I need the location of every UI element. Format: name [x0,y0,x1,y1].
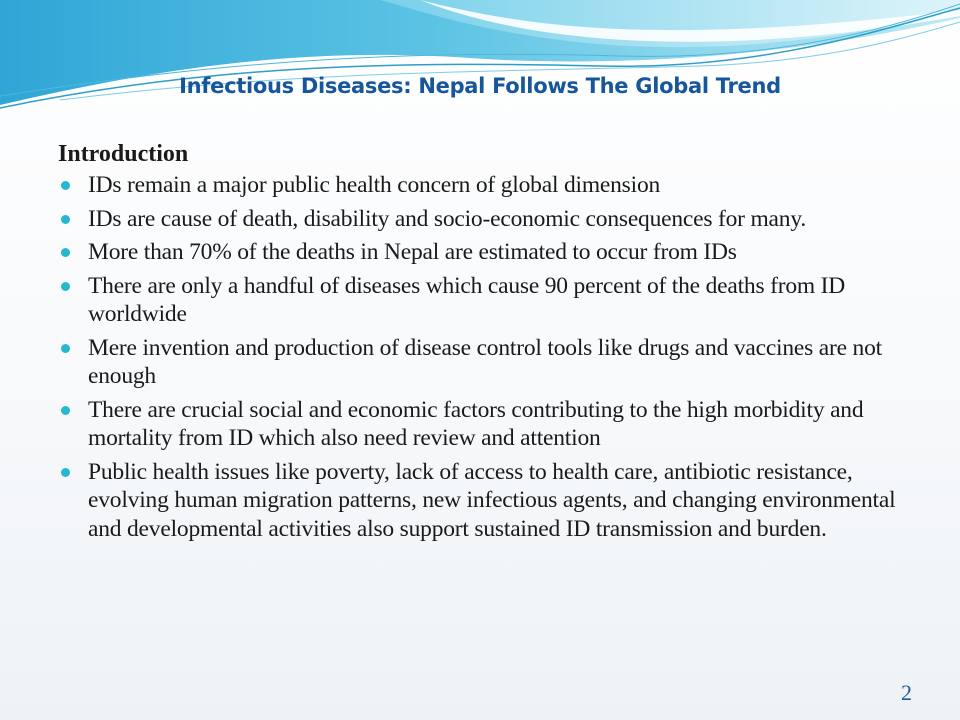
bullet-item [58,272,918,329]
bullet-dot-icon [61,181,70,190]
bullet-text: IDs remain a major public health concern of global dimension [88,172,661,198]
bullet-item [58,171,918,200]
page-number: 2 [901,680,912,705]
bullet-dot-icon [61,215,70,224]
slide-content [58,139,918,548]
bullet-text: Public health issues like poverty, lack of access to health care, antibiotic resistance, evolving human migration patterns, new infectious agents, and changing environmental and developmental activities also support sustained ID transmission and burden. [88,458,896,542]
bullet-item [58,205,918,234]
bullet-dot-icon [61,344,70,353]
bullet-list [58,171,918,543]
bullet-text: More than 70% of the deaths in Nepal are estimated to occur from IDs [88,239,737,265]
bullet-dot-icon [61,406,70,415]
bullet-dot-icon [61,282,70,291]
bullet-item [58,238,918,267]
bullet-text: Mere invention and production of disease control tools like drugs and vaccines are not enough [88,334,882,389]
bullet-item [58,334,918,391]
header-wave-decoration [0,0,960,130]
bullet-dot-icon [61,248,70,257]
bullet-dot-icon [61,468,70,477]
bullet-item [58,458,918,544]
bullet-text: There are crucial social and economic factors contributing to the high morbidity and mortality from ID which also need review and attention [88,396,864,451]
section-heading: Introduction [58,141,189,167]
bullet-text: There are only a handful of diseases which cause 90 percent of the deaths from ID worldwide [88,272,846,327]
bullet-text: IDs are cause of death, disability and socio-economic consequences for many. [88,205,807,232]
bullet-item [58,396,918,453]
slide-title: Infectious Diseases: Nepal Follows The Global Trend [179,74,781,98]
